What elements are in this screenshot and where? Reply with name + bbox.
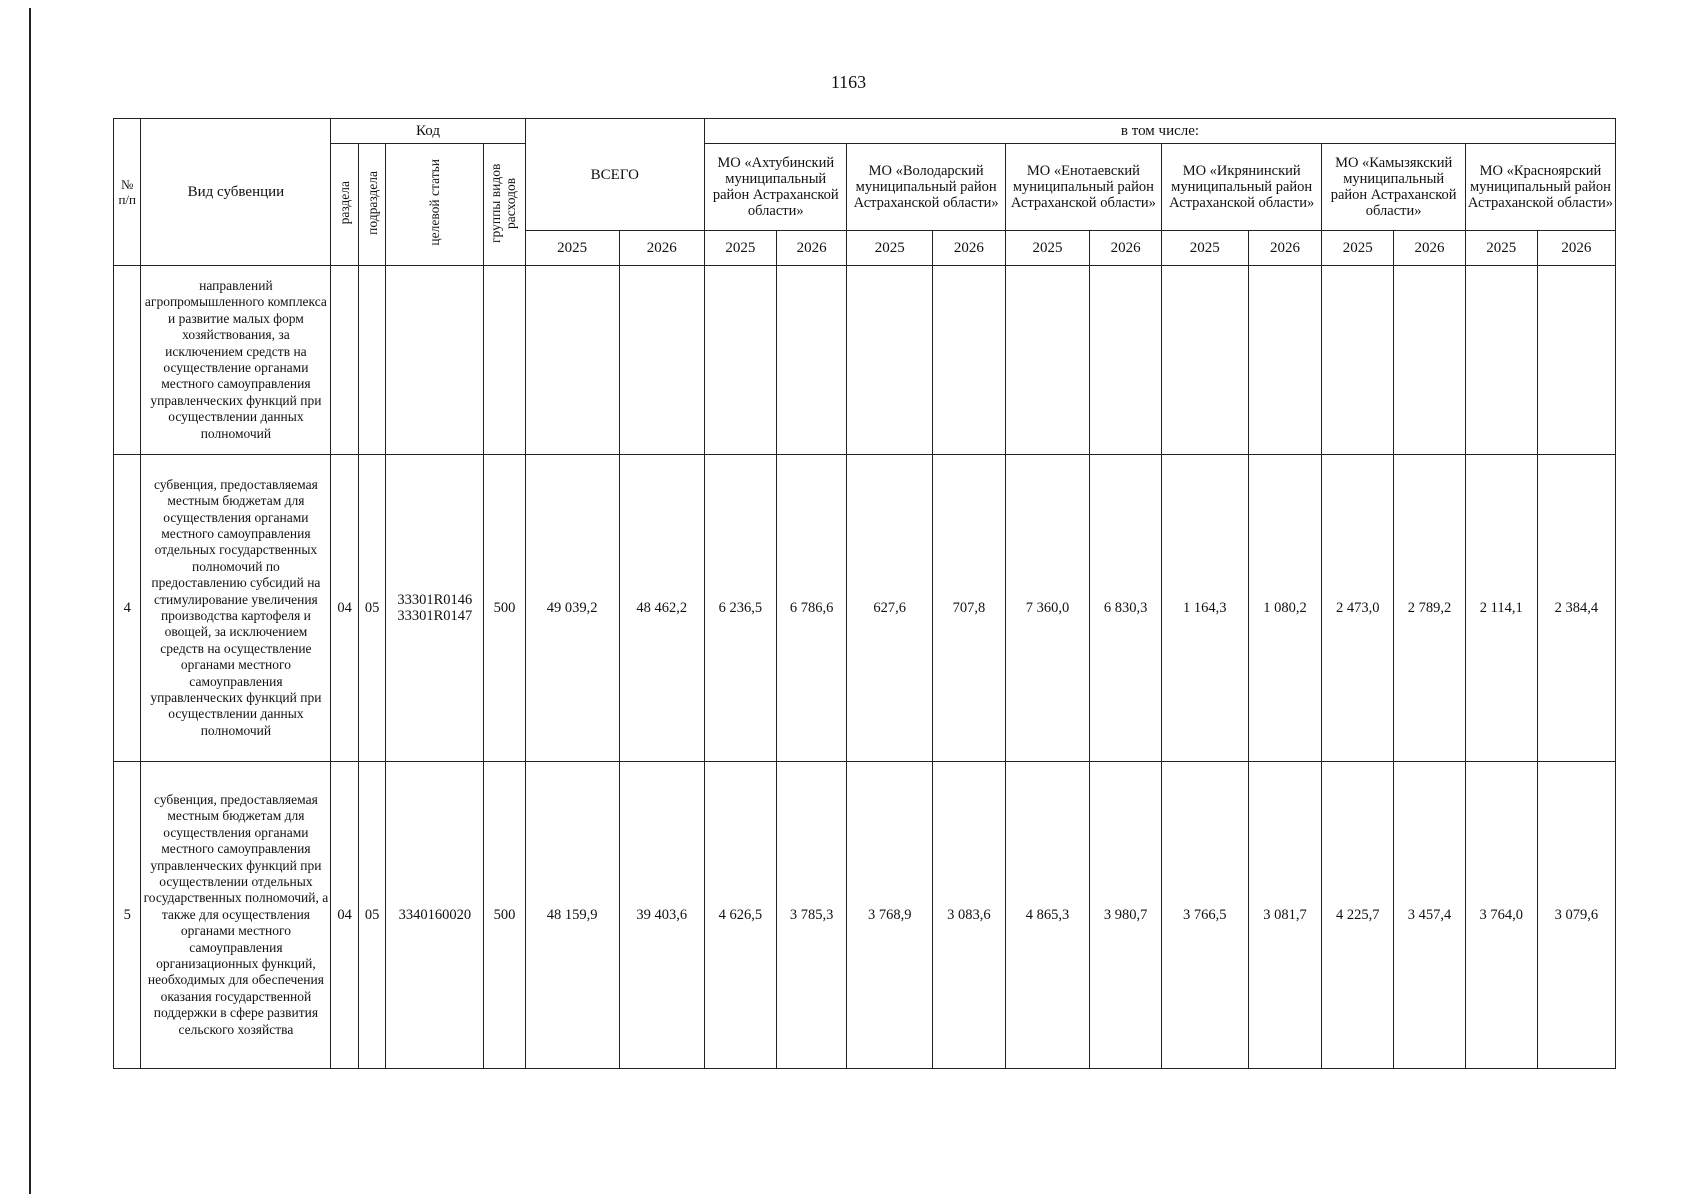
cell-volodarsky-2025: 3 768,9 <box>847 762 932 1069</box>
cell-ikryaninsky-2026: 1 080,2 <box>1248 455 1322 762</box>
cell-akhtubinsky-2026: 6 786,6 <box>776 455 847 762</box>
cell-total-2026: 39 403,6 <box>619 762 704 1069</box>
cell-volodarsky-2026: 707,8 <box>932 455 1005 762</box>
cell-enotaevsky-2025: 7 360,0 <box>1005 455 1089 762</box>
cell-akhtubinsky-2025: 6 236,5 <box>705 455 777 762</box>
year-volodarsky-2026: 2026 <box>932 231 1005 266</box>
cell-krasnoyarsky-2025: 3 764,0 <box>1465 762 1537 1069</box>
table-row <box>114 455 1616 762</box>
row-name: субвенция, предоставляемая местным бюджетам для осуществления органами местного самоуправления отдельных государственных полномочий по предоставлению субсидий на стимулирование увеличения производства картофеля и овощей, за исключением средств на осуществление органами местного самоуправления управленческих функций при осуществлении данных полномочий <box>141 455 331 762</box>
header-gruppy: группы видов расходов <box>484 144 525 266</box>
header-mo-ikryaninsky: МО «Икрянинский муниципальный район Астраханской области» <box>1161 144 1321 231</box>
row-celevaya: 33301R0146 33301R0147 <box>386 455 484 762</box>
cell-value <box>1161 266 1248 455</box>
cell-value <box>1465 266 1537 455</box>
binding-margin-line <box>29 8 31 1194</box>
cell-value <box>932 266 1005 455</box>
row-num <box>114 266 141 455</box>
cell-value <box>1322 266 1394 455</box>
header-razdela: раздела <box>331 144 358 266</box>
year-kamyzyaksky-2025: 2025 <box>1322 231 1394 266</box>
cell-kamyzyaksky-2026: 2 789,2 <box>1394 455 1466 762</box>
row-name: субвенция, предоставляемая местным бюджетам для осуществления органами местного самоуправления управленческих функций при осуществлении отдельных государственных полномочий, а также для осуществления органами местного самоуправления организационных функций, необходимых для обеспечения оказания государственной поддержки в сфере развития сельского хозяйства <box>141 762 331 1069</box>
header-num: № п/п <box>114 119 141 266</box>
year-volodarsky-2025: 2025 <box>847 231 932 266</box>
cell-ikryaninsky-2025: 3 766,5 <box>1161 762 1248 1069</box>
table-row <box>114 762 1616 1069</box>
cell-volodarsky-2025: 627,6 <box>847 455 932 762</box>
cell-value <box>525 266 619 455</box>
row-num: 5 <box>114 762 141 1069</box>
header-kod: Код <box>331 119 525 144</box>
year-akhtubinsky-2026: 2026 <box>776 231 847 266</box>
year-krasnoyarsky-2026: 2026 <box>1537 231 1615 266</box>
row-razdel: 04 <box>331 455 358 762</box>
row-gruppa: 500 <box>484 762 525 1069</box>
header-mo-krasnoyarsky: МО «Красноярский муниципальный район Астраханской области» <box>1465 144 1615 231</box>
cell-ikryaninsky-2025: 1 164,3 <box>1161 455 1248 762</box>
cell-value <box>1090 266 1162 455</box>
row-podrazdel: 05 <box>358 455 385 762</box>
cell-value <box>1005 266 1089 455</box>
header-name: Вид субвенции <box>141 119 331 266</box>
row-num: 4 <box>114 455 141 762</box>
cell-ikryaninsky-2026: 3 081,7 <box>1248 762 1322 1069</box>
row-celevaya <box>386 266 484 455</box>
cell-total-2025: 49 039,2 <box>525 455 619 762</box>
year-total-2026: 2026 <box>619 231 704 266</box>
subventions-table <box>113 118 1616 1069</box>
cell-total-2025: 48 159,9 <box>525 762 619 1069</box>
year-total-2025: 2025 <box>525 231 619 266</box>
cell-value <box>1248 266 1322 455</box>
row-podrazdel <box>358 266 385 455</box>
cell-krasnoyarsky-2025: 2 114,1 <box>1465 455 1537 762</box>
cell-total-2026: 48 462,2 <box>619 455 704 762</box>
year-enotaevsky-2026: 2026 <box>1090 231 1162 266</box>
year-enotaevsky-2025: 2025 <box>1005 231 1089 266</box>
year-krasnoyarsky-2025: 2025 <box>1465 231 1537 266</box>
header-in-total: в том числе: <box>705 119 1616 144</box>
row-name: направлений агропромышленного комплекса и развитие малых форм хозяйствования, за исключением средств на осуществление органами местного самоуправления управленческих функций при осуществлении данных полномочий <box>141 266 331 455</box>
table-row <box>114 266 1616 455</box>
cell-value <box>776 266 847 455</box>
cell-akhtubinsky-2025: 4 626,5 <box>705 762 777 1069</box>
header-mo-kamyzyaksky: МО «Камызякский муниципальный район Астраханской области» <box>1322 144 1466 231</box>
year-ikryaninsky-2025: 2025 <box>1161 231 1248 266</box>
year-ikryaninsky-2026: 2026 <box>1248 231 1322 266</box>
cell-enotaevsky-2026: 3 980,7 <box>1090 762 1162 1069</box>
row-podrazdel: 05 <box>358 762 385 1069</box>
cell-value <box>847 266 932 455</box>
year-kamyzyaksky-2026: 2026 <box>1394 231 1466 266</box>
cell-krasnoyarsky-2026: 3 079,6 <box>1537 762 1615 1069</box>
header-mo-enotaevsky: МО «Енотаевский муниципальный район Астраханской области» <box>1005 144 1161 231</box>
cell-value <box>1537 266 1615 455</box>
cell-enotaevsky-2025: 4 865,3 <box>1005 762 1089 1069</box>
cell-akhtubinsky-2026: 3 785,3 <box>776 762 847 1069</box>
cell-kamyzyaksky-2025: 4 225,7 <box>1322 762 1394 1069</box>
row-gruppa: 500 <box>484 455 525 762</box>
year-akhtubinsky-2025: 2025 <box>705 231 777 266</box>
cell-enotaevsky-2026: 6 830,3 <box>1090 455 1162 762</box>
page-number: 1163 <box>830 72 867 92</box>
row-celevaya: 3340160020 <box>386 762 484 1069</box>
cell-value <box>705 266 777 455</box>
row-gruppa <box>484 266 525 455</box>
cell-kamyzyaksky-2026: 3 457,4 <box>1394 762 1466 1069</box>
cell-value <box>1394 266 1466 455</box>
header-total: ВСЕГО <box>525 119 704 231</box>
header-celevoy: целевой статьи <box>386 144 484 266</box>
cell-value <box>619 266 704 455</box>
row-razdel <box>331 266 358 455</box>
header-mo-volodarsky: МО «Володарский муниципальный район Астраханской области» <box>847 144 1005 231</box>
cell-volodarsky-2026: 3 083,6 <box>932 762 1005 1069</box>
header-mo-akhtubinsky: МО «Ахтубинский муниципальный район Астраханской области» <box>705 144 847 231</box>
cell-kamyzyaksky-2025: 2 473,0 <box>1322 455 1394 762</box>
header-podrazdela: подраздела <box>358 144 385 266</box>
row-razdel: 04 <box>331 762 358 1069</box>
cell-krasnoyarsky-2026: 2 384,4 <box>1537 455 1615 762</box>
